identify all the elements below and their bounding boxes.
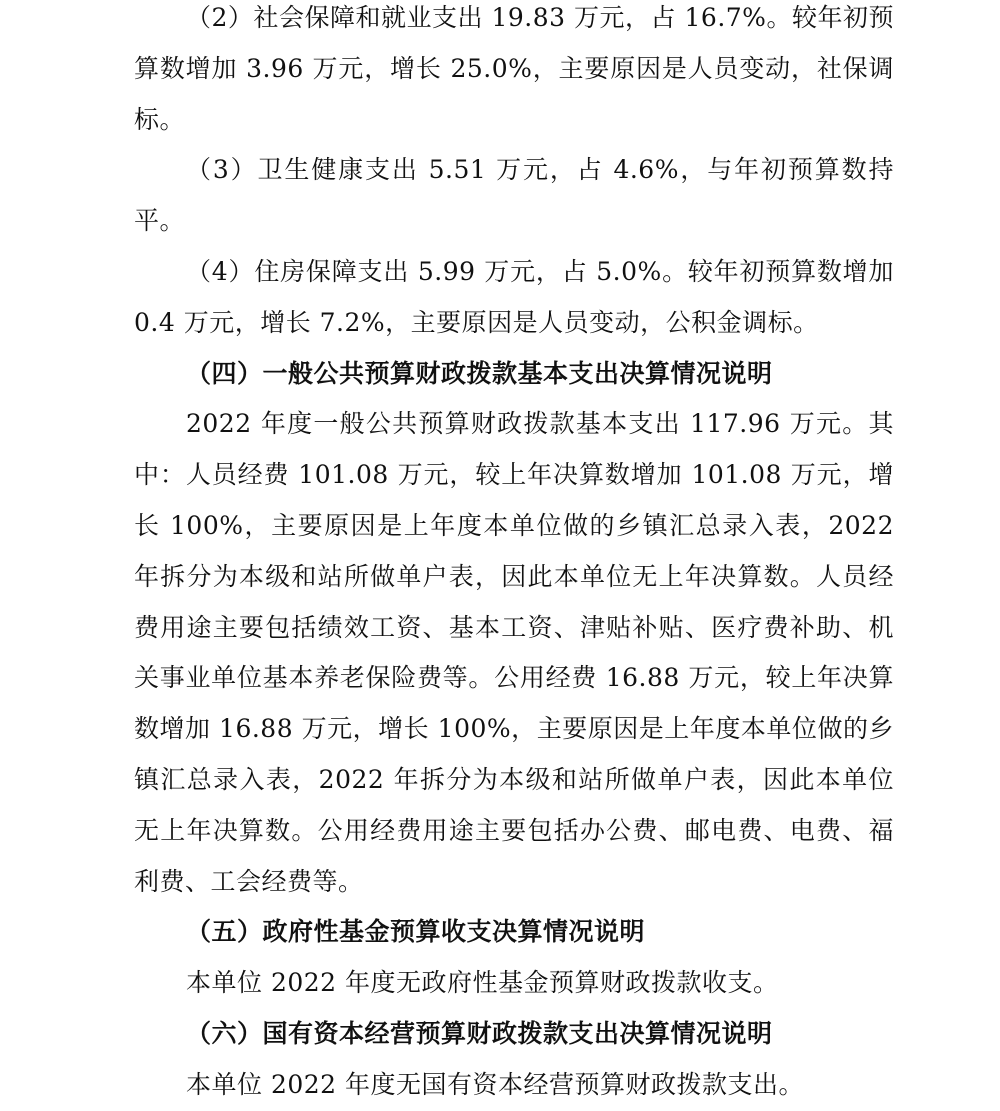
- paragraph-housing: （4）住房保障支出 5.99 万元，占 5.0%。较年初预算数增加 0.4 万元，增长 7.2%，主要原因是人员变动，公积金调标。: [134, 256, 894, 337]
- heading-section-six: （六）国有资本经营预算财政拨款支出决算情况说明: [186, 1018, 773, 1048]
- heading-section-four: （四）一般公共预算财政拨款基本支出决算情况说明: [186, 358, 773, 388]
- paragraph-government-fund: 本单位 2022 年度无政府性基金预算财政拨款收支。: [186, 968, 779, 998]
- heading-section-five: （五）政府性基金预算收支决算情况说明: [186, 917, 646, 947]
- paragraph-state-capital: 本单位 2022 年度无国有资本经营预算财政拨款支出。: [186, 1069, 805, 1099]
- document-page: [134, 0, 894, 1111]
- paragraph-health: （3）卫生健康支出 5.51 万元，占 4.6%，与年初预算数持平。: [134, 155, 894, 236]
- paragraph-social-security: （2）社会保障和就业支出 19.83 万元，占 16.7%。较年初预算数增加 3.96 万元，增长 25.0%，主要原因是人员变动，社保调标。: [134, 3, 894, 134]
- paragraph-basic-expenditure: 2022 年度一般公共预算财政拨款基本支出 117.96 万元。其中：人员经费 101.08 万元，较上年决算数增加 101.08 万元，增长 100%，主要原因是上年度本单位做的乡镇汇总录入表，2022 年拆分为本级和站所做单户表，因此本单位无上年决算数。人员经费用途主要包括绩效工资、基本工资、津贴补贴、医疗费补助、机关事业单位基本养老保险费等。公用经费 16.88 万元，较上年决算数增加 16.88 万元，增长 100%，主要原因是上年度本单位做的乡镇汇总录入表，2022 年拆分为本级和站所做单户表，因此本单位无上年决算数。公用经费用途主要包括办公费、邮电费、电费、福利费、工会经费等。: [134, 409, 894, 896]
